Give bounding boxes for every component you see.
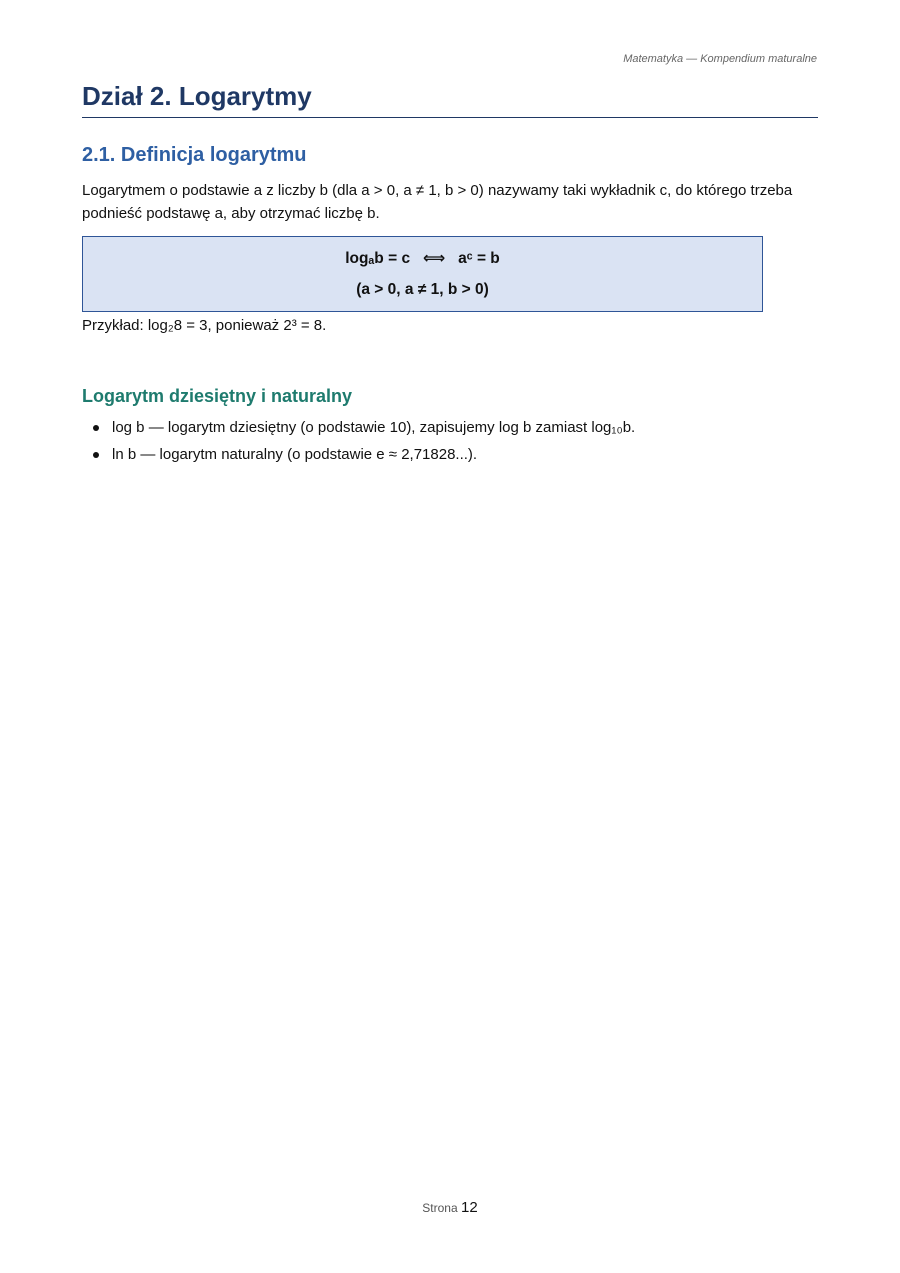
- formula-box: [82, 236, 763, 312]
- paragraph-line: podnieść podstawę a, aby otrzymać liczbę b.: [82, 205, 380, 222]
- page-footer: [0, 1198, 900, 1218]
- definition-paragraph: [82, 179, 812, 225]
- section-title: 2.1. Definicja logarytmu: [82, 144, 307, 166]
- chapter-title: Dział 2. Logarytmy: [82, 80, 818, 118]
- formula-conditions: (a > 0, a ≠ 1, b > 0): [356, 281, 489, 298]
- list-item: [82, 441, 812, 468]
- list-item-text: log b — logarytm dziesiętny (o podstawie 10), zapisujemy log b zamiast log₁₀b.: [112, 419, 636, 436]
- list-item: [82, 414, 812, 441]
- bullet-list: [82, 414, 812, 468]
- subsection-title: Logarytm dziesiętny i naturalny: [82, 386, 353, 406]
- list-item-text: ln b — logarytm naturalny (o podstawie e ≈ 2,71828...).: [112, 446, 478, 463]
- bullet-icon: [93, 452, 99, 458]
- paragraph-line: Logarytmem o podstawie a z liczby b (dla a > 0, a ≠ 1, b > 0) nazywamy taki wykładnik c, do którego trzeba: [82, 182, 793, 199]
- running-header: Matematyka — Kompendium maturalne: [623, 53, 817, 65]
- formula-definition: logₐb = c ⟺ aᶜ = b: [345, 250, 500, 267]
- bullet-icon: [93, 425, 99, 431]
- example-text: Przykład: log₂8 = 3, ponieważ 2³ = 8.: [82, 317, 327, 334]
- page-number: 12: [461, 1199, 478, 1216]
- footer-label: Strona: [422, 1201, 458, 1215]
